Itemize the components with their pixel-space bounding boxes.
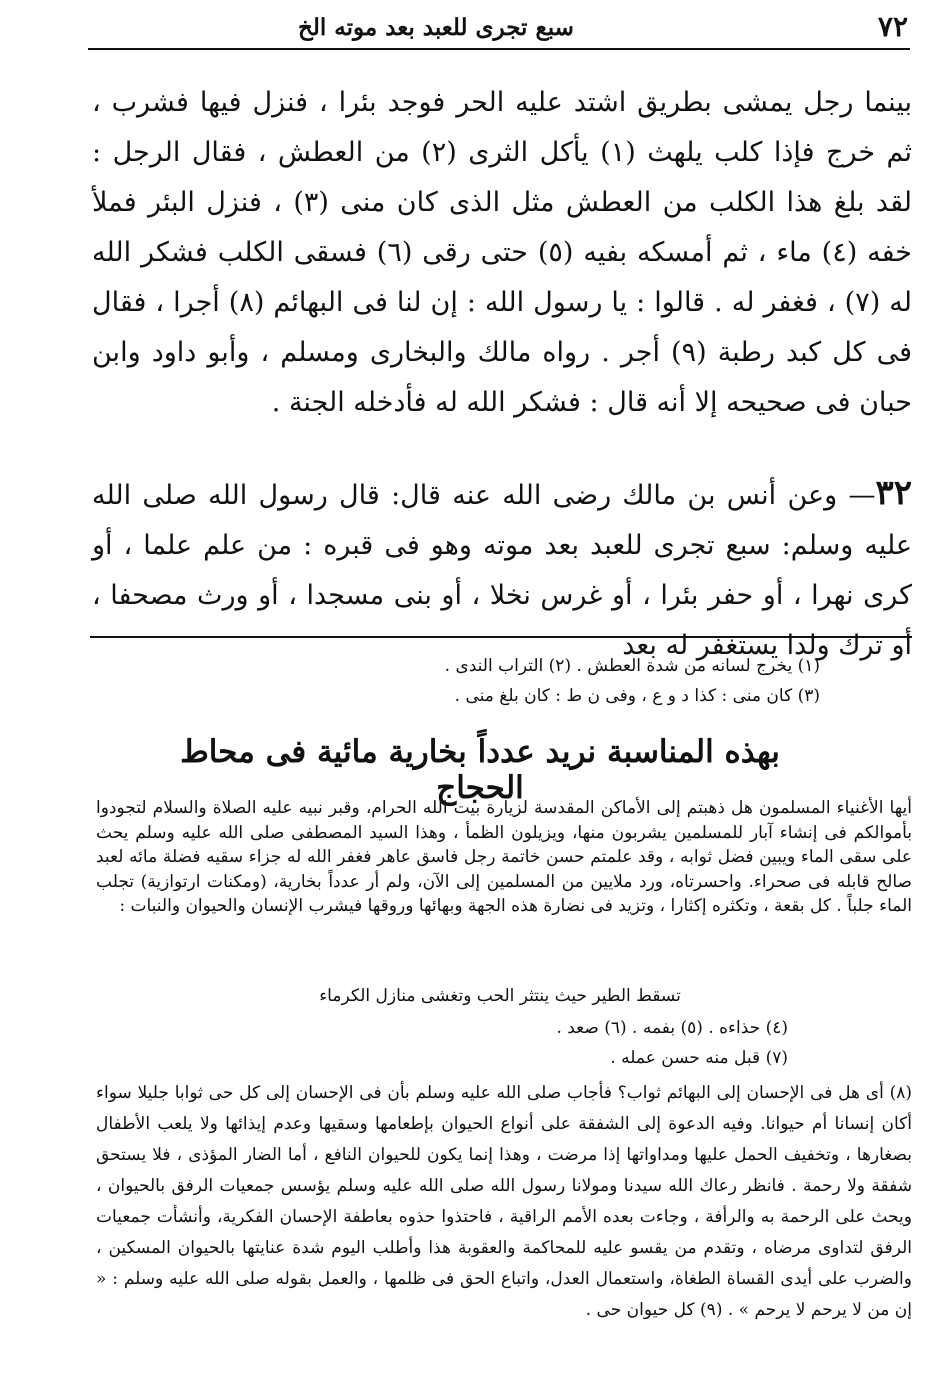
page-number: ٧٢: [877, 10, 908, 43]
poetry-verse: تسقط الطير حيث ينتثر الحب وتغشى منازل الكرماء: [319, 986, 681, 1006]
page-header: [88, 8, 910, 50]
running-title: سبع تجرى للعبد بعد موته الخ: [298, 14, 574, 41]
hadith-31-text: بينما رجل يمشى بطريق اشتد عليه الحر فوجد بئرا ، فنزل فيها فشرب ، ثم خرج فإذا كلب يلهث (١) يأكل الثرى (٢) من العطش ، فقال الرجل : لقد بلغ هذا الكلب من العطش مثل الذى كان منى (٣) ، فنزل البئر فملأ خفه (٤) ماء ، ثم أمسكه بفيه (٥) حتى رقى (٦) فسقى الكلب فشكر الله له (٧) ، فغفر له . قالوا : يا رسول الله : إن لنا فى البهائم (٨) أجرا ، فقال فى كل كبد رطبة (٩) أجر . رواه مالك والبخارى ومسلم ، وأبو داود وابن حبان فى صحيحه إلا أنه قال : فشكر الله له فأدخله الجنة .: [92, 87, 913, 418]
hadith-32: [92, 468, 912, 661]
hadith-32-text: — وعن أنس بن مالك رضى الله عنه قال: قال رسول الله صلى الله عليه وسلم: سبع تجرى للعبد بعد موته وهو فى قبره : من علم علما ، أو كرى نهرا ، أو حفر بئرا ، أو غرس نخلا ، أو بنى مسجدا ، أو ورث مصحفا ، أو ترك ولدا يستغفر له بعد: [92, 480, 912, 661]
footnote-commentary: (٨) أى هل فى الإحسان إلى البهائم ثواب؟ فأجاب صلى الله عليه وسلم بأن فى الإحسان إلى كل حى ثوابا جليلا سواء أكان إنسانا أم حيوانا. وفيه الدعوة إلى الشفقة على أنواع الحيوان بإطعامها وسقيها وعدم إيذائها ولا يلعب الأطفال بصغارها ، وتخفيف الحمل عليها ومداواتها إذا مرضت ، وهذا إنما يكون للحيوان النافع ، أما الضار المؤذى ، فلا يستحق شفقة ولا رحمة . فانظر رعاك الله سيدنا ومولانا رسول الله صلى الله عليه وسلم يؤسس جمعيات الرفق بالحيوان ، ويحث على الرحمة به والرأفة ، وجاءت بعده الأمم الراقية ، فاحتذوا حذوه بعاطفة الإحسان الفكرية، وأنشأت جمعيات الرفق لتداوى مرضاه ، وتقدم من يقسو عليه للمحاكمة والعقوبة هذا وأطلب اليوم شدة عنايتها بالحيوان المسكين ، والضرب على أيدى القساة الطغاة، واستعمال العدل، واتباع الحق فى ظلمها ، والعمل بقوله صلى الله عليه وسلم : « إن من لا يرحم لا يرحم » . (٩) كل حيوان حى .: [96, 1083, 912, 1320]
section-heading: بهذه المناسبة نريد عدداً بخارية مائية فى محاط الحجاج: [180, 734, 780, 806]
footnote-line: (٧) قبل منه حسن عمله .: [610, 1048, 788, 1068]
footnote-divider: [90, 636, 912, 638]
essay-paragraph: أيها الأغنياء المسلمون هل ذهبتم إلى الأماكن المقدسة لزيارة بيت الله الحرام، وقبر نبيه عليه الصلاة والسلام لتجودوا بأموالكم فى إنشاء آبار للمسلمين يشربون منها، ويزيلون الظمأ ، وهذا السيد المصطفى صلى الله عليه وسلم يحث على سقى الماء ويبين فضل ثوابه ، وقد علمتم حسن خاتمة رجل فاسق عاهر فغفر الله له جزاء سقيه فضلة مائه لعبد صالح قابله فى صحراء. واحسرتاه، ورد ملايين من المسلمين إلى الآن، ولم أر عدداً بخارية، (ومكنات ارتوازية) تجلب الماء جلباً . كل بقعة ، وتكثره إكثارا ، وتزيد فى نضارة هذه الجهة وبهائها وروقها فيشرب الإنسان والحيوان والنبات :: [96, 798, 912, 916]
footnote-line: (٤) حذاءه . (٥) بفمه . (٦) صعد .: [556, 1018, 788, 1038]
hadith-number: ٣٢: [875, 473, 912, 513]
footnote-line: (٣) كان منى : كذا د و ع ، وفى ن ط : كان بلغ منى .: [454, 686, 820, 706]
footnote-line: (١) يخرج لسانه من شدة العطش . (٢) التراب الندى .: [444, 656, 820, 676]
